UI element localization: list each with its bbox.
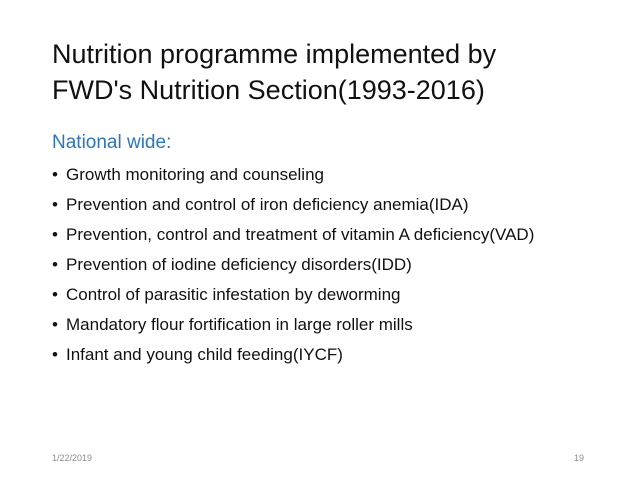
bullet-item xyxy=(52,164,592,186)
footer-page-number: 19 xyxy=(573,453,584,463)
bullet-item xyxy=(52,344,592,366)
bullet-icon: • xyxy=(52,315,58,334)
slide-title-line-1: Nutrition programme implemented by xyxy=(52,39,497,69)
bullet-icon: • xyxy=(52,285,58,304)
bullet-item xyxy=(52,194,592,216)
bullet-text: Growth monitoring and counseling xyxy=(66,165,324,184)
bullet-item xyxy=(52,314,592,336)
section-subheading: National wide: xyxy=(52,132,172,153)
bullet-text: Prevention of iodine deficiency disorders(IDD) xyxy=(66,255,412,274)
bullet-text: Control of parasitic infestation by deworming xyxy=(66,285,401,304)
slide-title xyxy=(52,36,612,108)
bullet-icon: • xyxy=(52,165,58,184)
bullet-icon: • xyxy=(52,225,58,244)
bullet-item xyxy=(52,224,592,246)
bullet-list xyxy=(52,164,592,366)
bullet-item xyxy=(52,284,592,306)
slide-title-line-2: FWD's Nutrition Section(1993-2016) xyxy=(52,75,485,105)
slide-content xyxy=(52,130,592,374)
bullet-icon: • xyxy=(52,345,58,364)
bullet-icon: • xyxy=(52,255,58,274)
bullet-text: Prevention and control of iron deficiency anemia(IDA) xyxy=(66,195,469,214)
bullet-icon: • xyxy=(52,195,58,214)
bullet-text: Infant and young child feeding(IYCF) xyxy=(66,345,343,364)
bullet-text: Mandatory flour fortification in large roller mills xyxy=(66,315,413,334)
footer-date: 1/22/2019 xyxy=(52,453,93,463)
bullet-text: Prevention, control and treatment of vitamin A deficiency(VAD) xyxy=(66,225,535,244)
bullet-item xyxy=(52,254,592,276)
